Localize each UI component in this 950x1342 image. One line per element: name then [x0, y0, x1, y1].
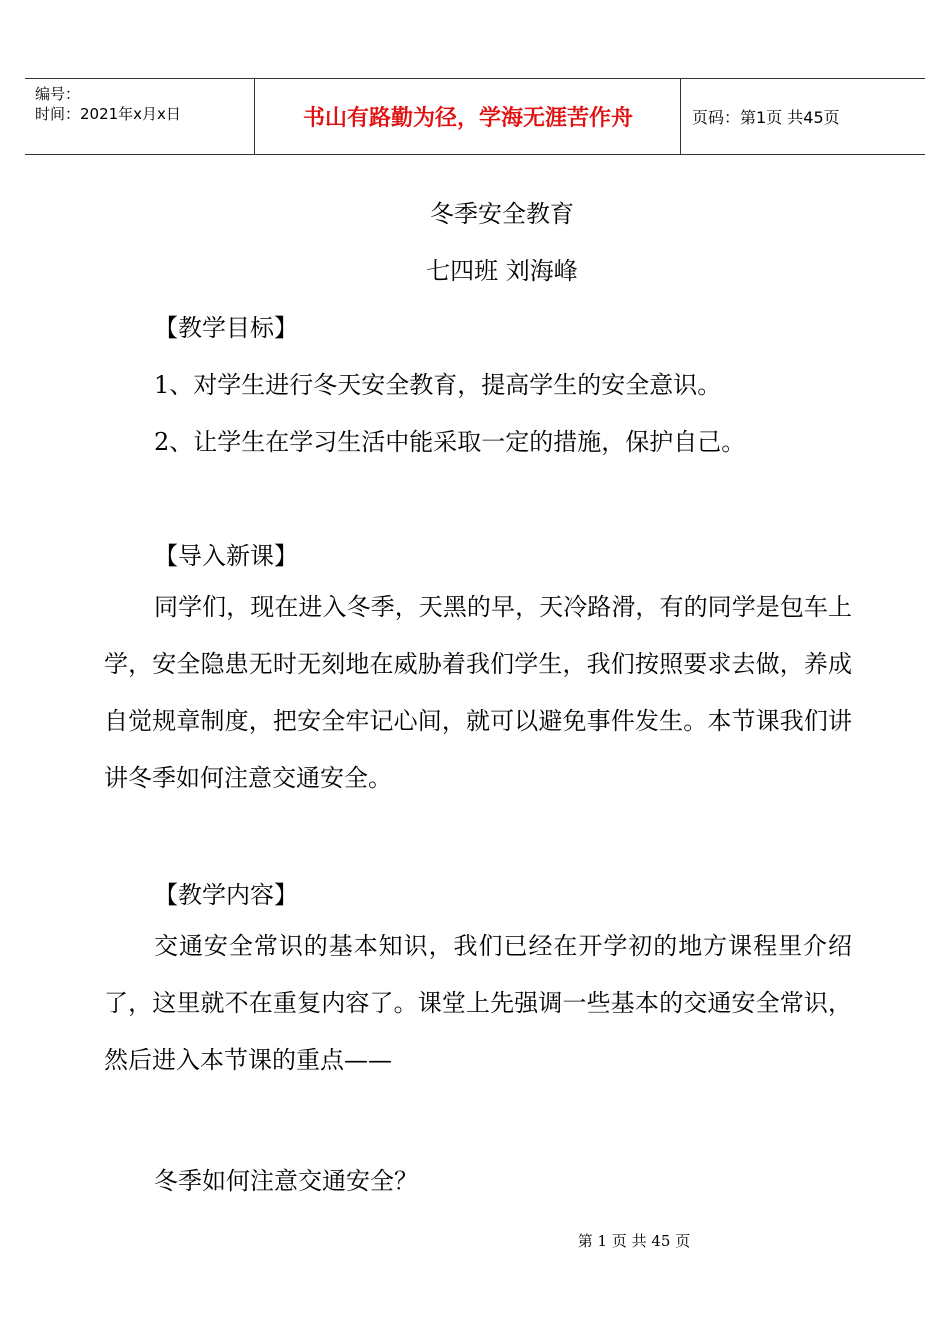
- header-motto: 书山有路勤为径，学海无涯苦作舟: [302, 106, 633, 131]
- header-divider-right: [680, 78, 681, 155]
- goal-item-1: 1、对学生进行冬天安全教育，提高学生的安全意识。: [154, 371, 722, 399]
- header-page-info: 页码：第1页 共45页: [692, 108, 840, 127]
- time-label: 时间：2021年x月x日: [35, 105, 181, 123]
- header-meta: [35, 84, 250, 124]
- content-heading: 【教学内容】: [154, 881, 298, 909]
- content-paragraph: 交通安全常识的基本知识，我们已经在开学初的地方课程里介绍了，这里就不在重复内容了。课堂上先强调一些基本的交通安全常识，然后进入本节课的重点——: [104, 932, 852, 1074]
- intro-paragraph: 同学们，现在进入冬季，天黑的早，天冷路滑，有的同学是包车上学，安全隐患无时无刻地在威胁着我们学生，我们按照要求去做，养成自觉规章制度，把安全牢记心间，就可以避免事件发生。本节课我们讲讲冬季如何注意交通安全。: [104, 593, 852, 792]
- number-label: 编号：: [35, 85, 81, 103]
- document-title: 冬季安全教育: [430, 200, 574, 228]
- header-divider-left: [254, 78, 255, 155]
- author-line: 七四班 刘海峰: [426, 257, 578, 285]
- goals-heading: 【教学目标】: [154, 314, 298, 342]
- page-footer: 第 1 页 共 45 页: [577, 1232, 691, 1250]
- page-header: [25, 78, 925, 156]
- goal-item-2: 2、让学生在学习生活中能采取一定的措施，保护自己。: [154, 428, 746, 456]
- intro-heading: 【导入新课】: [154, 542, 298, 570]
- question-line: 冬季如何注意交通安全？: [154, 1167, 418, 1195]
